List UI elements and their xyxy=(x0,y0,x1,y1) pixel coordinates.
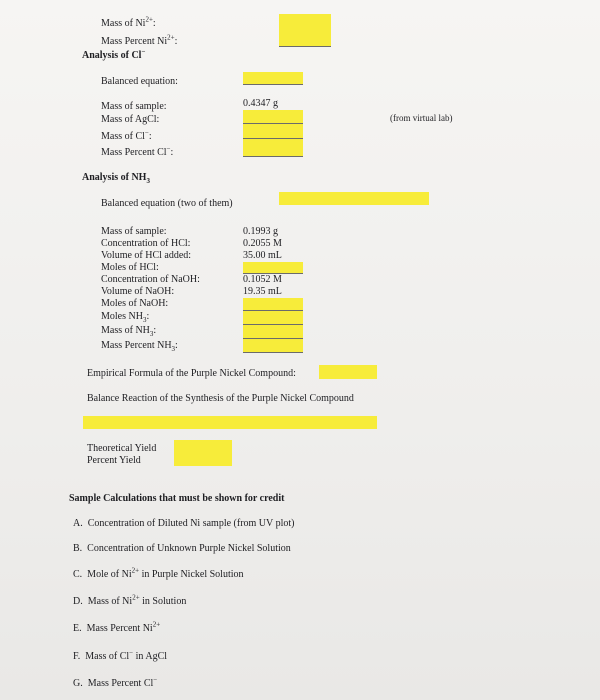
nh3-row-label: Mass of sample: xyxy=(101,226,167,237)
nh3-moles-nh3-answer[interactable] xyxy=(243,311,303,325)
percent-yield-label: Percent Yield xyxy=(87,455,141,466)
nh3-row-label: Volume of NaOH: xyxy=(101,286,175,297)
empirical-formula-label: Empirical Formula of the Purple Nickel Compound: xyxy=(87,368,296,379)
nh3-hcl-volume-value: 35.00 mL xyxy=(243,250,282,261)
nh3-naoh-volume-value: 19.35 mL xyxy=(243,286,282,297)
cl-mass-percent-answer[interactable] xyxy=(243,139,303,157)
nh3-heading: Analysis of $NH_3$ xyxy=(82,172,150,185)
mass-percent-ni-answer[interactable] xyxy=(279,31,331,47)
cl-mass-sample-label: Mass of sample: xyxy=(101,101,167,112)
nh3-row-label: Moles of NaOH: xyxy=(101,298,169,309)
nh3-row-label: Volume of HCl added: xyxy=(101,250,192,261)
nh3-row-label: Moles $NH_3$: xyxy=(101,311,150,324)
calc-item: A. Concentration of Diluted Ni sample (from UV plot) xyxy=(73,518,295,529)
mass-ni-label: Mass of $Ni^{2+}$: xyxy=(101,15,156,29)
theoretical-yield-label: Theoretical Yield xyxy=(87,443,157,454)
calc-item: B. Concentration of Unknown Purple Nickel Solution xyxy=(73,543,291,554)
nh3-row-label: Moles of HCl: xyxy=(101,262,159,273)
empirical-formula-answer[interactable] xyxy=(319,365,377,379)
cl-mass-sample-value: 0.4347 g xyxy=(243,98,278,109)
cl-heading: Analysis of Cl− xyxy=(82,47,146,61)
nh3-mass-percent-answer[interactable] xyxy=(243,339,303,353)
balance-reaction-answer[interactable] xyxy=(83,416,377,429)
calc-item: C. Mole of $Ni^{2+}$ in Purple Nickel Solution xyxy=(73,566,244,580)
nh3-balanced-label: Balanced equation (two of them) xyxy=(101,198,233,209)
calc-item: G. Mass Percent Cl− xyxy=(73,675,158,689)
cl-mass-percent-label: Mass Percent Cl−: xyxy=(101,144,174,158)
cl-mass-cl-answer[interactable] xyxy=(243,124,303,139)
yield-answer[interactable] xyxy=(174,440,232,466)
nh3-hcl-conc-value: 0.2055 M xyxy=(243,238,282,249)
cl-balanced-label: Balanced equation: xyxy=(101,76,178,87)
calc-item: D. Mass of $Ni^{2+}$ in Solution xyxy=(73,593,187,607)
virtual-lab-note: (from virtual lab) xyxy=(390,113,453,123)
nh3-naoh-conc-value: 0.1052 M xyxy=(243,274,282,285)
nh3-mass-nh3-answer[interactable] xyxy=(243,325,303,339)
nh3-moles-hcl-answer[interactable] xyxy=(243,262,303,274)
cl-mass-cl-label: Mass of Cl−: xyxy=(101,128,152,142)
cl-balanced-answer[interactable] xyxy=(243,72,303,85)
nh3-row-label: Mass of $NH_3$: xyxy=(101,325,157,338)
mass-ni-answer[interactable] xyxy=(279,14,331,32)
cl-mass-agcl-label: Mass of AgCl: xyxy=(101,114,160,125)
nh3-mass-sample-value: 0.1993 g xyxy=(243,226,278,237)
sample-calcs-heading: Sample Calculations that must be shown for credit xyxy=(69,493,285,504)
nh3-row-label: Concentration of HCl: xyxy=(101,238,191,249)
calc-item: F. Mass of Cl− in AgCl xyxy=(73,648,168,662)
nh3-moles-naoh-answer[interactable] xyxy=(243,298,303,311)
nh3-row-label: Concentration of NaOH: xyxy=(101,274,200,285)
balance-reaction-label: Balance Reaction of the Synthesis of the Purple Nickel Compound xyxy=(87,393,354,404)
calc-item: E. Mass Percent $Ni^{2+}$ xyxy=(73,620,161,634)
nh3-row-label: Mass Percent $NH_3$: xyxy=(101,340,178,353)
mass-percent-ni-label: Mass Percent $Ni^{2+}$: xyxy=(101,33,178,47)
nh3-balanced-answer[interactable] xyxy=(279,192,429,205)
cl-mass-agcl-answer[interactable] xyxy=(243,110,303,124)
